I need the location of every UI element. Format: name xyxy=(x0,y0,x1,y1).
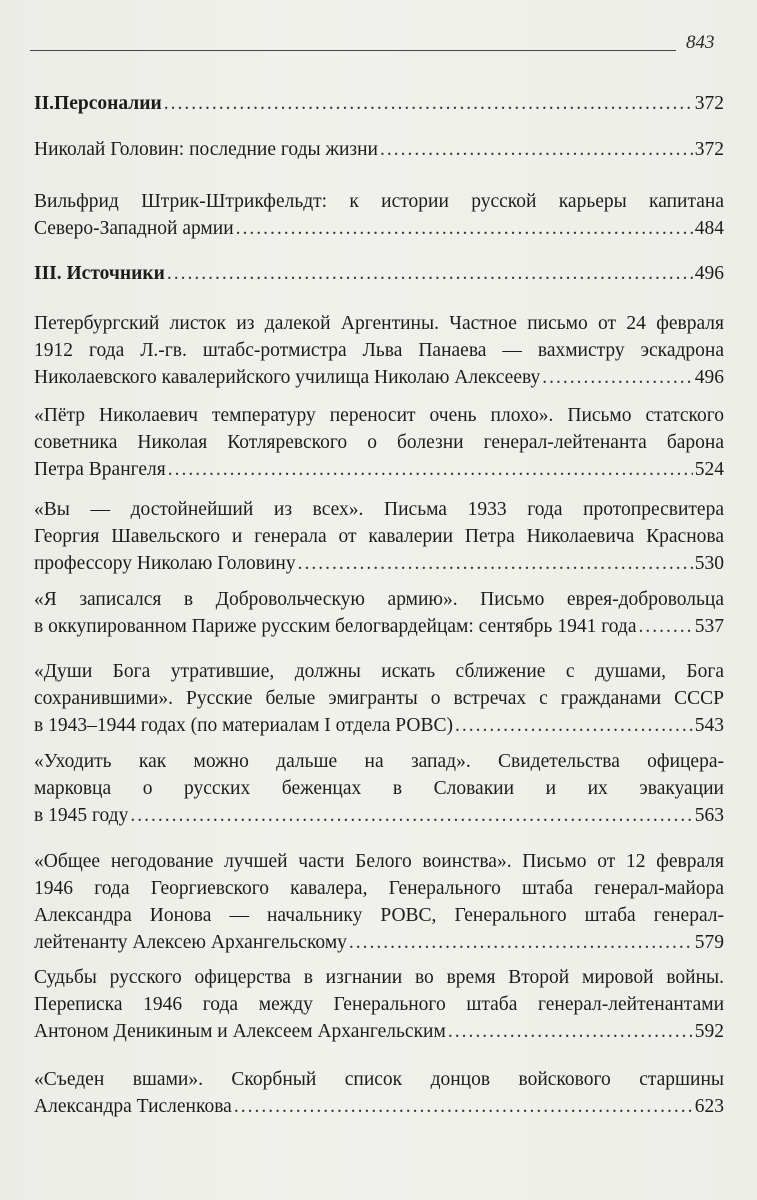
toc-entry-title: II.Персоналии xyxy=(34,93,162,114)
toc-entry-title: Петра Врангеля xyxy=(34,459,166,480)
toc-entry-line: Переписка 1946 года между Генерального штаба генерал-лейтенантами xyxy=(34,994,724,1015)
toc-entry-page-number: 592 xyxy=(694,1021,724,1042)
toc-entry-panaev xyxy=(34,310,724,391)
toc-entry-title: профессору Николаю Головину xyxy=(34,553,296,574)
toc-entry-line: сохранившими». Русские белые эмигранты о встречах с гражданами СССР xyxy=(34,688,724,709)
dot-leader xyxy=(638,613,692,640)
dot-leader xyxy=(234,1093,693,1120)
page-number: 843 xyxy=(686,32,715,53)
toc-entry-line: «Пётр Николаевич температуру переносит очень плохо». Письмо статского xyxy=(34,405,724,426)
dot-leader xyxy=(380,136,693,163)
toc-entry-line: «Общее негодование лучшей части Белого воинства». Письмо от 12 февраля xyxy=(34,851,724,872)
toc-entry-page-number: 496 xyxy=(694,367,724,388)
toc-entry-page-number: 496 xyxy=(694,263,724,284)
toc-entry-page-number: 484 xyxy=(694,218,724,239)
toc-entry-last-line xyxy=(34,613,724,640)
toc-entry-title: в 1943–1944 годах (по материалам I отдела РОВС) xyxy=(34,715,453,736)
dot-leader xyxy=(448,1018,693,1045)
toc-entry-line: Александра Ионова — начальнику РОВС, Генерального штаба генерал- xyxy=(34,905,724,926)
toc-entry-title: лейтенанту Алексею Архангельскому xyxy=(34,932,347,953)
toc-entry-page-number: 623 xyxy=(694,1096,724,1117)
toc-entry-wrangel xyxy=(34,402,724,483)
toc-entry-line: 1912 года Л.-гв. штабс-ротмистра Льва Панаева — вахмистру эскадрона xyxy=(34,340,724,361)
toc-entry-page-number: 530 xyxy=(694,553,724,574)
toc-entry-last-line xyxy=(34,456,724,483)
dot-leader xyxy=(168,456,693,483)
toc-entry-line: Георгия Шавельского и генерала от кавалерии Петра Николаевича Краснова xyxy=(34,526,724,547)
toc-entry-title: в оккупированном Париже русским белогвардейцам: сентябрь 1941 года xyxy=(34,616,637,637)
dot-leader xyxy=(164,90,693,117)
toc-entry-page-number: 579 xyxy=(694,932,724,953)
toc-entry-strik xyxy=(34,188,724,242)
toc-entry-line: «Вы — достойнейший из всех». Письма 1933 года протопресвитера xyxy=(34,499,724,520)
toc-entry-page-number: 372 xyxy=(694,139,724,160)
toc-entry-last-line xyxy=(34,929,724,956)
toc-entry-title: в 1945 году xyxy=(34,805,129,826)
toc-entry-title: Александра Тисленкова xyxy=(34,1096,232,1117)
toc-entry-last-line xyxy=(34,550,724,577)
dot-leader xyxy=(298,550,693,577)
toc-entry-line: «Уходить как можно дальше на запад». Свидетельства офицера- xyxy=(34,751,724,772)
toc-entry-last-line xyxy=(34,1018,724,1045)
toc-entry-sec3 xyxy=(34,260,724,287)
toc-entry-line: «Души Бога утратившие, должны искать сближение с душами, Бога xyxy=(34,661,724,682)
toc-entry-title: Антоном Деникиным и Алексеем Архангельским xyxy=(34,1021,446,1042)
toc-entry-title: Николай Головин: последние годы жизни xyxy=(34,139,378,160)
toc-entry-title: III. Источники xyxy=(34,263,165,284)
toc-entry-page-number: 372 xyxy=(694,93,724,114)
toc-entry-page-number: 563 xyxy=(694,805,724,826)
toc-entry-line: «Я записался в Добровольческую армию». Письмо еврея-добровольца xyxy=(34,589,724,610)
toc-entry-line: Судьбы русского офицерства в изгнании во время Второй мировой войны. xyxy=(34,967,724,988)
toc-entry-line: Петербургский листок из далекой Аргентины. Частное письмо от 24 февраля xyxy=(34,313,724,334)
dot-leader xyxy=(236,215,693,242)
toc-entry-line: 1946 года Георгиевского кавалера, Генерального штаба генерал-майора xyxy=(34,878,724,899)
toc-entry-last-line xyxy=(34,802,724,829)
toc-entry-line: Вильфрид Штрик-Штрикфельдт: к истории русской карьеры капитана xyxy=(34,191,724,212)
toc-entry-last-line xyxy=(34,364,724,391)
toc-entry-page-number: 524 xyxy=(694,459,724,480)
toc-entry-denikin xyxy=(34,964,724,1045)
toc-entry-line: марковца о русских беженцах в Словакии и их эвакуации xyxy=(34,778,724,799)
toc-entry-golovin xyxy=(34,136,724,163)
toc-entry-ionov xyxy=(34,848,724,956)
toc-entry-last-line xyxy=(34,136,724,163)
toc-entry-last-line xyxy=(34,90,724,117)
toc-entry-line: «Съеден вшами». Скорбный список донцов войскового старшины xyxy=(34,1069,724,1090)
toc-entry-line: советника Николая Котляревского о болезни генерал-лейтенанта барона xyxy=(34,432,724,453)
toc-entry-volunteer xyxy=(34,586,724,640)
toc-entry-page-number: 543 xyxy=(694,715,724,736)
toc-entry-sec2 xyxy=(34,90,724,117)
dot-leader xyxy=(167,260,693,287)
toc-entry-title: Николаевского кавалерийского училища Николаю Алексееву xyxy=(34,367,541,388)
dot-leader xyxy=(455,712,693,739)
toc-entry-last-line xyxy=(34,712,724,739)
dot-leader xyxy=(130,802,692,829)
toc-entry-page-number: 537 xyxy=(694,616,724,637)
toc-entry-west xyxy=(34,748,724,829)
toc-entry-last-line xyxy=(34,260,724,287)
dot-leader xyxy=(542,364,692,391)
toc-entry-last-line xyxy=(34,215,724,242)
toc-entry-title: Северо-Западной армии xyxy=(34,218,234,239)
toc-entry-shavelsky xyxy=(34,496,724,577)
toc-entry-souls xyxy=(34,658,724,739)
header-rule xyxy=(30,50,676,51)
toc-entry-tislenkov xyxy=(34,1066,724,1120)
toc-entry-last-line xyxy=(34,1093,724,1120)
dot-leader xyxy=(349,929,693,956)
